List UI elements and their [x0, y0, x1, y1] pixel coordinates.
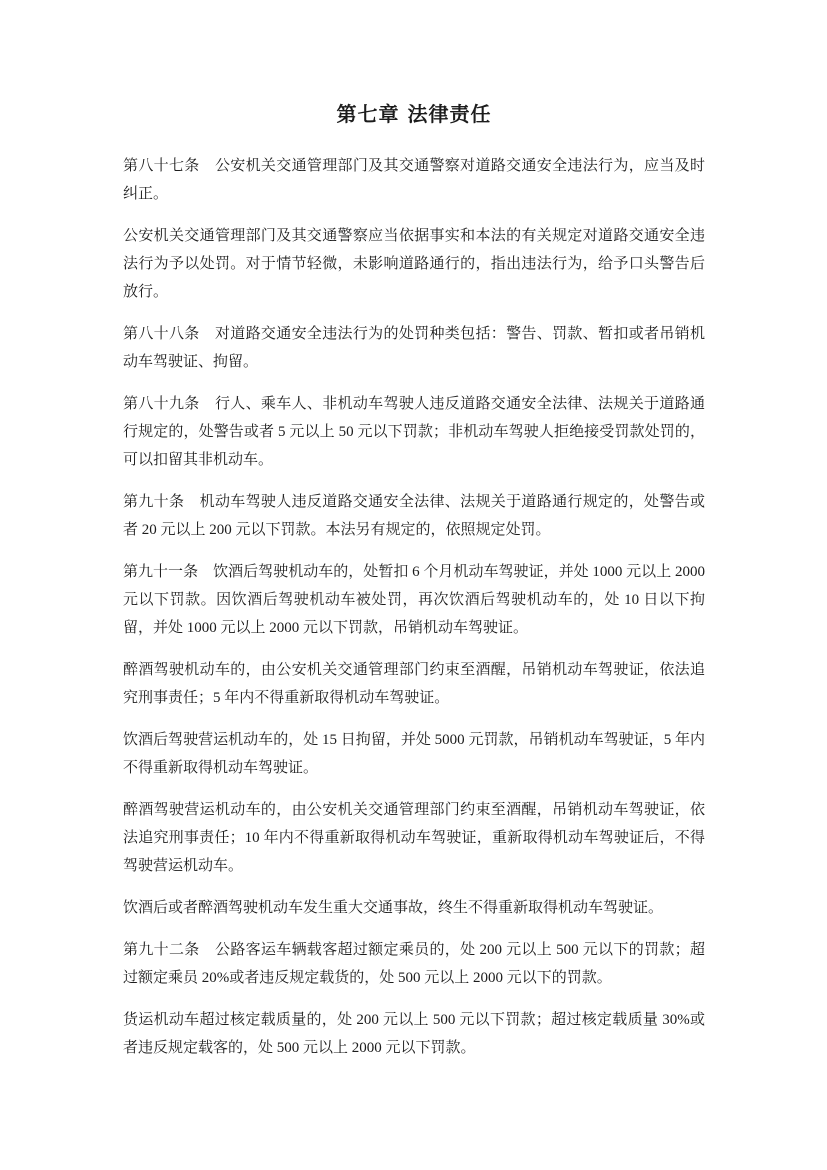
paragraph-article-88: 第八十八条 对道路交通安全违法行为的处罚种类包括：警告、罚款、暂扣或者吊销机动车驾驶证、拘留。 — [123, 326, 705, 370]
paragraph-article-87-clause-2: 公安机关交通管理部门及其交通警察应当依据事实和本法的有关规定对道路交通安全违法行为予以处罚。对于情节轻微，未影响道路通行的，指出违法行为，给予口头警告后放行。 — [123, 228, 705, 300]
paragraph-article-90: 第九十条 机动车驾驶人违反道路交通安全法律、法规关于道路通行规定的，处警告或者 20 元以上 200 元以下罚款。本法另有规定的，依照规定处罚。 — [123, 494, 705, 538]
paragraph-article-91-clause-5: 饮酒后或者醉酒驾驶机动车发生重大交通事故，终生不得重新取得机动车驾驶证。 — [123, 900, 664, 916]
chapter-title: 第七章 法律责任 — [336, 102, 492, 126]
paragraph-article-91-clause-2: 醉酒驾驶机动车的，由公安机关交通管理部门约束至酒醒，吊销机动车驾驶证，依法追究刑事责任；5 年内不得重新取得机动车驾驶证。 — [123, 662, 705, 706]
paragraph-article-91-clause-3: 饮酒后驾驶营运机动车的，处 15 日拘留，并处 5000 元罚款，吊销机动车驾驶证，5 年内不得重新取得机动车驾驶证。 — [123, 732, 705, 776]
paragraph-article-89: 第八十九条 行人、乘车人、非机动车驾驶人违反道路交通安全法律、法规关于道路通行规定的，处警告或者 5 元以上 50 元以下罚款；非机动车驾驶人拒绝接受罚款处罚的，可以扣留其非机动车。 — [123, 396, 705, 468]
paragraph-article-91-clause-4: 醉酒驾驶营运机动车的，由公安机关交通管理部门约束至酒醒，吊销机动车驾驶证，依法追究刑事责任；10 年内不得重新取得机动车驾驶证，重新取得机动车驾驶证后，不得驾驶营运机动车。 — [123, 802, 705, 874]
paragraph-article-91: 第九十一条 饮酒后驾驶机动车的，处暂扣 6 个月机动车驾驶证，并处 1000 元以上 2000 元以下罚款。因饮酒后驾驶机动车被处罚，再次饮酒后驾驶机动车的，处 10 日以下拘留，并处 1000 元以上 2000 元以下罚款，吊销机动车驾驶证。 — [123, 564, 705, 636]
paragraph-article-87: 第八十七条 公安机关交通管理部门及其交通警察对道路交通安全违法行为，应当及时纠正。 — [123, 158, 705, 202]
paragraph-article-92-clause-2: 货运机动车超过核定载质量的，处 200 元以上 500 元以下罚款；超过核定载质量 30%或者违反规定载客的，处 500 元以上 2000 元以下罚款。 — [123, 1012, 705, 1056]
paragraph-article-92: 第九十二条 公路客运车辆载客超过额定乘员的，处 200 元以上 500 元以下的罚款；超过额定乘员 20%或者违反规定载货的，处 500 元以上 2000 元以下的罚款。 — [123, 942, 705, 986]
